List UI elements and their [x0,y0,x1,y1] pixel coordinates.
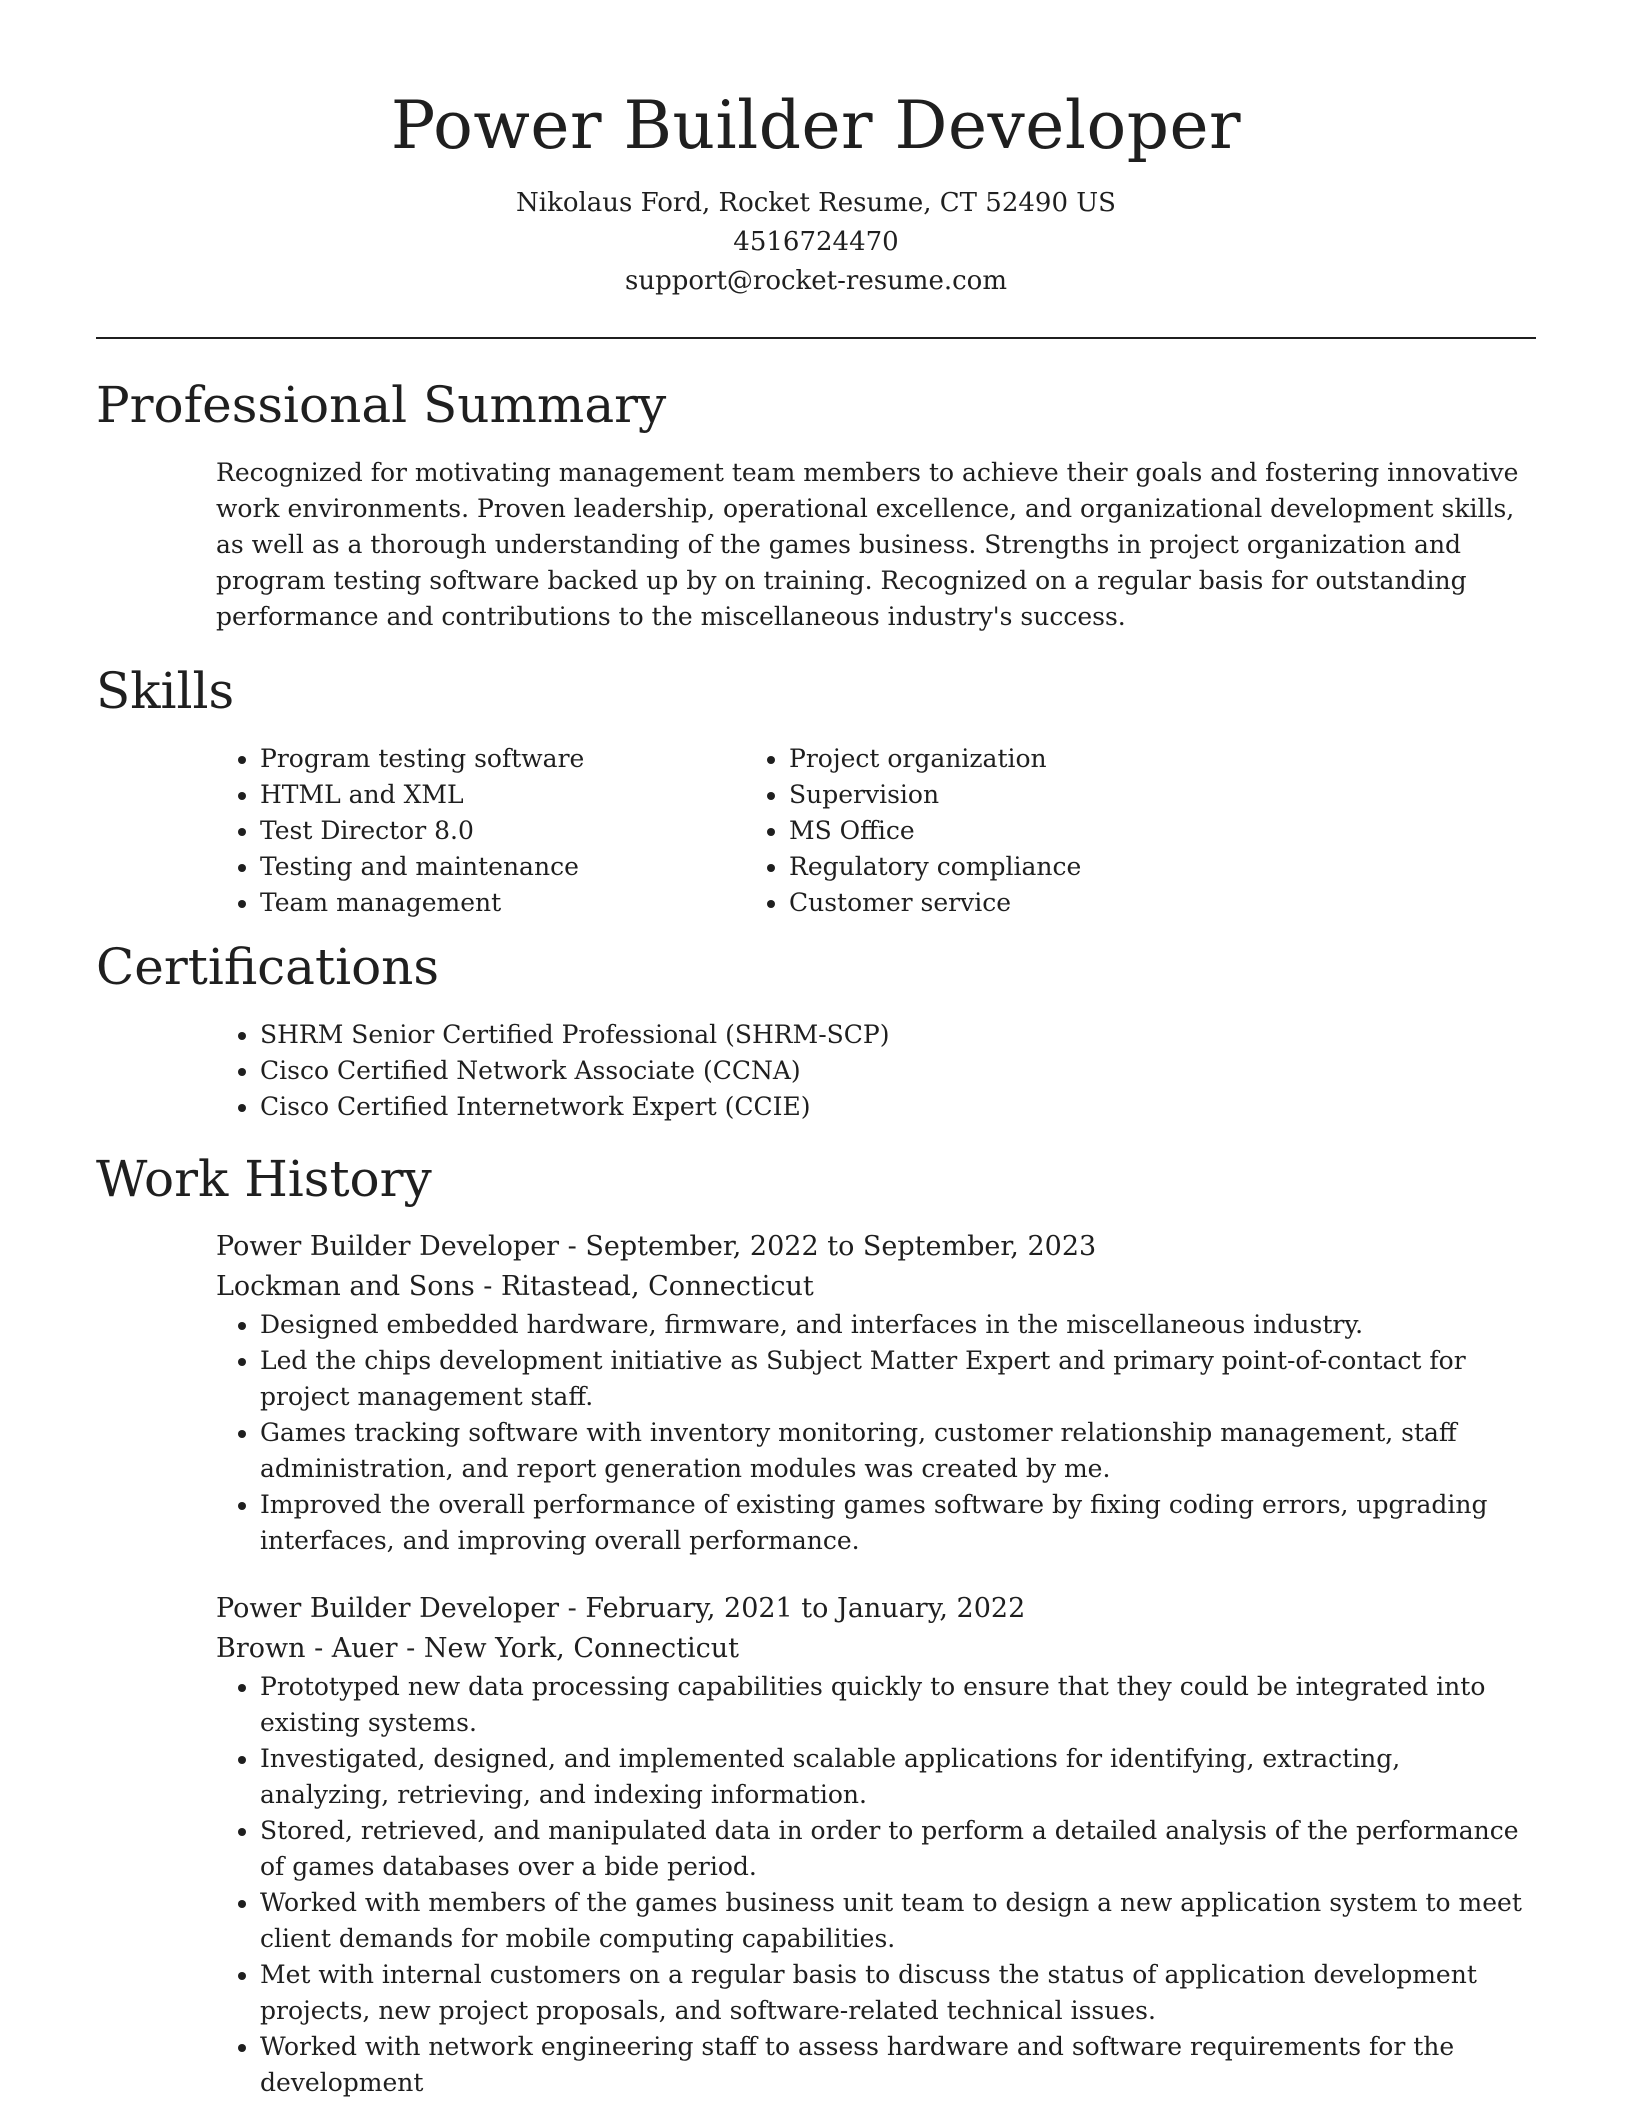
certification-item: • Cisco Certified Internetwork Expert (CCIE) [260,1089,1536,1125]
skill-item: • Testing and maintenance [260,849,745,885]
contact-phone: 4516724470 [733,227,899,257]
certifications-list [96,1017,1536,1125]
summary-text: Recognized for motivating management team members to achieve their goals and fostering innovative work environments. Proven leadership, operational excellence, and organizational development skills, as well as a thorough understanding of the games business. Strengths in project organization and program testing software backed up by on training. Recognized on a regular basis for outstanding performance and contributions to the miscellaneous industry's success. [216,458,1519,631]
job-bullet: • Games tracking software with inventory monitoring, customer relationship management, staff administration, and report generation modules was created by me. [260,1415,1536,1487]
certification-item: • Cisco Certified Network Associate (CCNA) [260,1053,1536,1089]
certification-item: • SHRM Senior Certified Professional (SHRM-SCP) [260,1017,1536,1053]
job-bullet: • Prototyped new data processing capabilities quickly to ensure that they could be integrated into existing systems. [260,1669,1536,1741]
contact-email: support@rocket-resume.com [624,266,1007,296]
resume-page [96,0,1536,2101]
skill-item: • Team management [260,885,745,921]
skill-item: • MS Office [789,813,1274,849]
header-divider [96,337,1536,339]
job-bullet: • Worked with network engineering staff to assess hardware and software requirements for the development [260,2029,1536,2101]
job-bullet: • Led the chips development initiative as Subject Matter Expert and primary point-of-contact for project management staff. [260,1343,1536,1415]
job-bullet: • Met with internal customers on a regular basis to discuss the status of application development projects, new project proposals, and software-related technical issues. [260,1957,1536,2029]
skills-column-2 [745,741,1274,921]
job-bullets [96,1669,1536,2101]
job-entry [96,1227,1536,1559]
skills-column-1 [96,741,745,921]
job-title-line: Power Builder Developer - September, 2022 to September, 2023 [216,1231,1097,1262]
contact-address: Nikolaus Ford, Rocket Resume, CT 52490 US [516,188,1116,218]
job-company-line: Brown - Auer - New York, Connecticut [216,1633,739,1664]
work-history-heading: Work History [96,1150,432,1208]
job-bullets [96,1307,1536,1559]
job-bullet: • Designed embedded hardware, firmware, and interfaces in the miscellaneous industry. [260,1307,1536,1343]
job-bullet: • Improved the overall performance of existing games software by fixing coding errors, upgrading interfaces, and improving overall performance. [260,1487,1536,1559]
skill-item: • Supervision [789,777,1274,813]
job-bullet: • Investigated, designed, and implemented scalable applications for identifying, extracting, analyzing, retrieving, and indexing information. [260,1741,1536,1813]
resume-header [96,0,1536,301]
skill-item: • Customer service [789,885,1274,921]
skill-item: • Project organization [789,741,1274,777]
skill-item: • Regulatory compliance [789,849,1274,885]
resume-title: Power Builder Developer [390,87,1242,164]
job-title-line: Power Builder Developer - February, 2021 to January, 2022 [216,1593,1026,1624]
job-company-line: Lockman and Sons - Ritastead, Connecticut [216,1271,814,1302]
skills-grid [96,741,1536,921]
job-bullet: • Worked with members of the games business unit team to design a new application system to meet client demands for mobile computing capabilities. [260,1885,1536,1957]
contact-block [96,184,1536,301]
skills-heading: Skills [96,662,235,720]
job-entry [96,1589,1536,2101]
job-bullet: • Stored, retrieved, and manipulated data in order to perform a detailed analysis of the performance of games databases over a bide period. [260,1813,1536,1885]
certifications-heading: Certifications [96,938,440,996]
skill-item: • Test Director 8.0 [260,813,745,849]
skill-item: • Program testing software [260,741,745,777]
summary-heading: Professional Summary [96,376,667,434]
skill-item: • HTML and XML [260,777,745,813]
